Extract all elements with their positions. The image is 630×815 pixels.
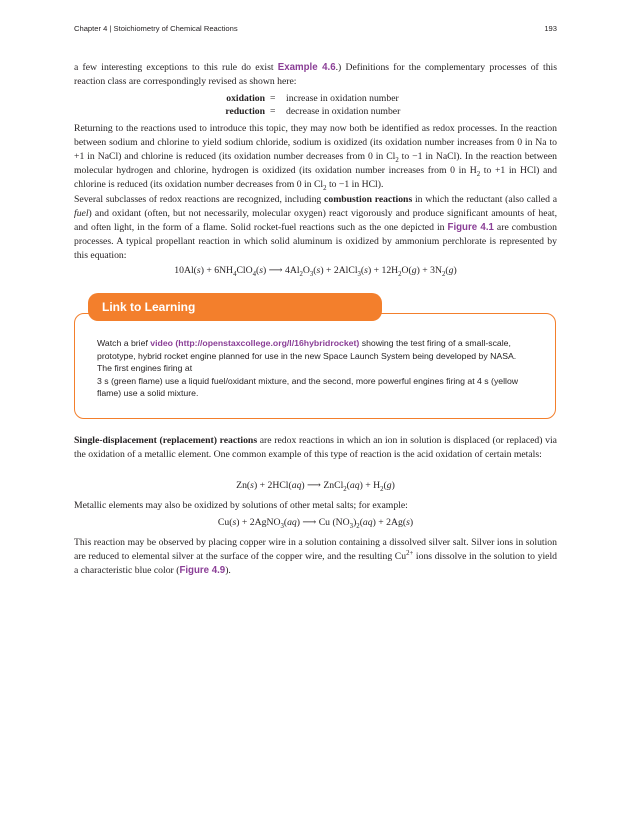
link-to-learning-text: Watch a brief video (http://openstaxcollege.org/l/16hybridrocket) showing the test firing of a small-scale, prototype, hybrid rocket engine planned for use in the new Space Launch System being developed by NASA. The first engines firing at 3 s (green flame) use a liquid fuel/oxidant mixture, and the second, more powerful engines firing at 4 s (yellow flame) use a solid mixture. <box>97 338 519 399</box>
definition-reduction: reduction = decrease in oxidation number <box>225 106 401 118</box>
example-4-6-link[interactable]: Example 4.6 <box>277 62 336 73</box>
definition-oxidation: oxidation = increase in oxidation number <box>226 93 399 104</box>
paragraph-metal-salts: Metallic elements may also be oxidized by solutions of other metal salts; for example: <box>74 500 408 511</box>
video-link[interactable]: video (http://openstaxcollege.org/l/16hybridrocket) <box>150 338 360 348</box>
page-number: 193 <box>544 24 557 33</box>
figure-4-9-link[interactable]: Figure 4.9 <box>179 565 226 577</box>
page-header <box>74 24 557 38</box>
chapter-title: Chapter 4 | Stoichiometry of Chemical Reactions <box>74 24 238 33</box>
figure-4-1-link[interactable]: Figure 4.1 <box>447 222 494 234</box>
paragraph-silver: This reaction may be observed by placing copper wire in a solution containing a dissolved silver salt. Silver ions in solution are reduced to elemental silver at the surface of the copper wire, and the resulting $Cu^{2+}$ ions dissolve in the solution to yield a characteristic blue color (Figure 4.9). <box>74 537 557 577</box>
equation-zinc: Zn(s) + 2HCl(aq) ⟶ ZnCl$_2$(aq) + $H_2(g)$ <box>236 480 395 493</box>
definitions-list <box>74 92 557 119</box>
paragraph-combustion: Several subclasses of redox reactions are recognized, including combustion reactions in which the reductant (also called a fuel) and oxidant (often, but not necessarily, molecular oxygen) react vigorously and produce significant amounts of heat, and often light, in the form of a flame. Solid rocket-fuel reactions such as the one depicted in Figure 4.1 are combustion processes. A typical propellant reaction in which solid aluminum is oxidized by ammonium perchlorate is represented by this equation: <box>74 194 557 262</box>
link-to-learning-title: Link to Learning <box>102 300 196 314</box>
paragraph-redox-examples: Returning to the reactions used to introduce this topic, they may now both be identified as redox processes. In the reaction between sodium and chlorine to yield sodium chloride, sodium is oxidized (its oxidation number increases from 0 in Na to +1 in NaCl) and chlorine is reduced (its oxidation number decreases from 0 in $Cl_2$ to −1 in NaCl). In the reaction between molecular hydrogen and chlorine, hydrogen is oxidized (its oxidation number increases from 0 in $H_2$ to +1 in HCl) and chlorine is reduced (its oxidation number decreases from 0 in $Cl_2$ to −1 in HCl). <box>74 123 557 193</box>
link-to-learning-tab <box>88 293 382 321</box>
equation-copper: Cu(s) + 2AgNO$_3$(aq) ⟶ Cu $(NO_3)_2(aq) + 2Ag(s)$ <box>217 517 414 530</box>
paragraph-single-displacement: Single-displacement (replacement) reactions are redox reactions in which an ion in solution is displaced (or replaced) via the oxidation of a metallic element. One common example of this type of reaction is the acid oxidation of certain metals: <box>74 435 557 461</box>
equation-propellant: $10Al(s) + 6NH_4ClO_4(s)$ ⟶ $4Al_2O_3(s)$ + 2AlCl$_3$(s) + $12H_2O(g) + 3N_2(g)$ <box>174 265 457 278</box>
paragraph-intro: a few interesting exceptions to this rule do exist Example 4.6.) Definitions for the complementary processes of this reaction class are correspondingly revised as shown here: <box>74 62 557 88</box>
